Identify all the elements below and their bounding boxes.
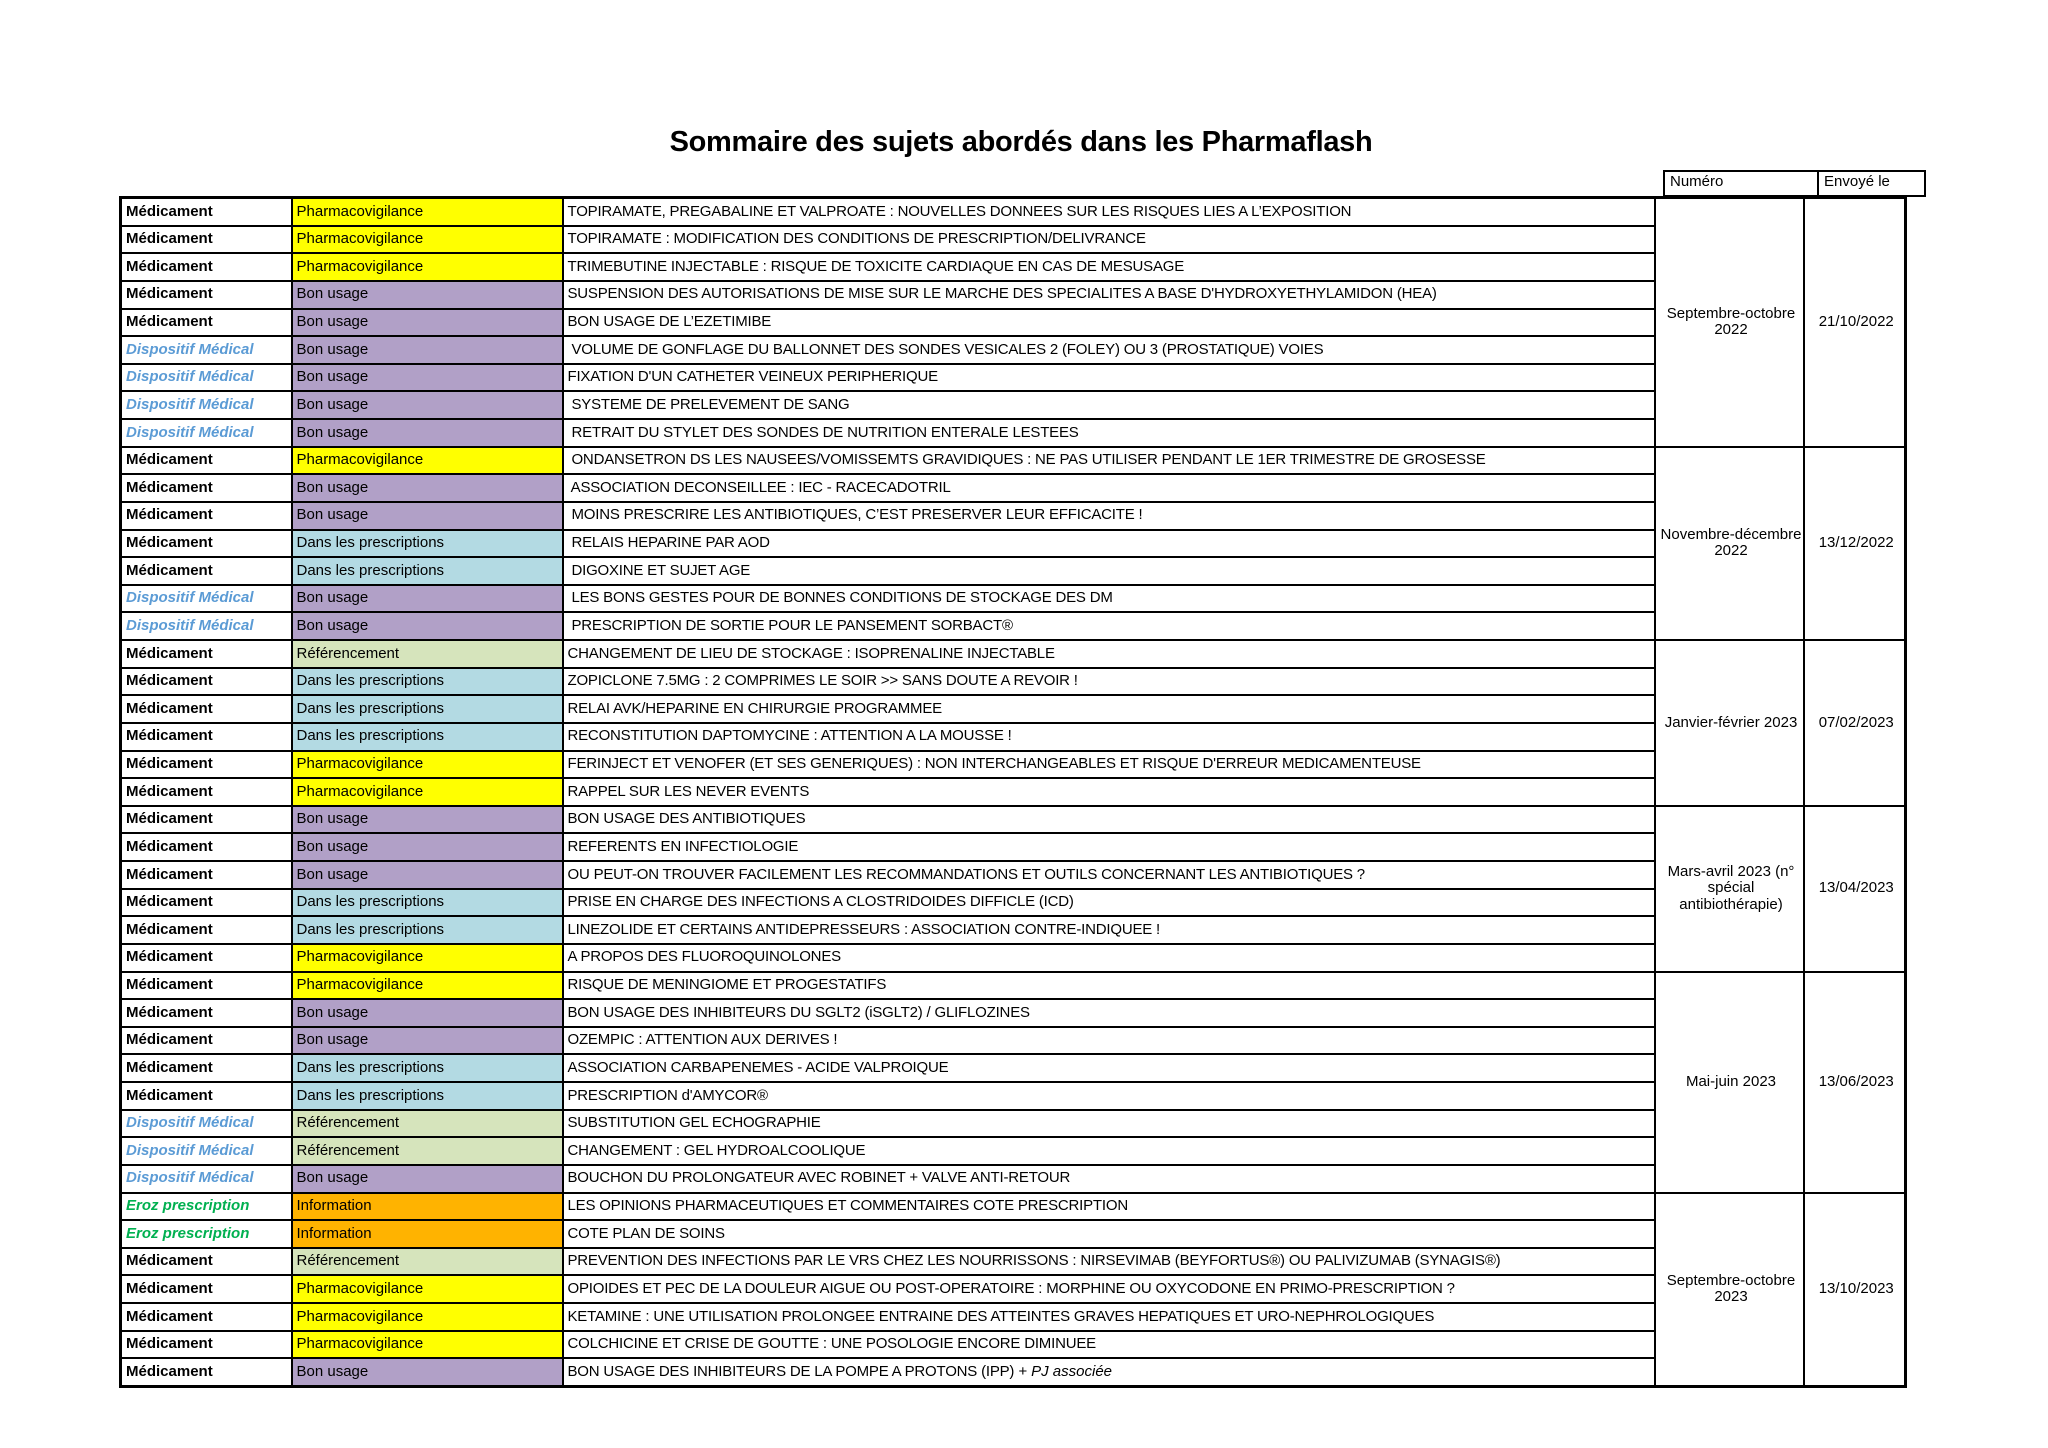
category-cell: Pharmacovigilance <box>292 198 563 226</box>
subject-cell: LES OPINIONS PHARMACEUTIQUES ET COMMENTAIRES COTE PRESCRIPTION <box>563 1193 1655 1221</box>
subject-cell: TRIMEBUTINE INJECTABLE : RISQUE DE TOXICITE CARDIAQUE EN CAS DE MESUSAGE <box>563 253 1655 281</box>
category-cell: Bon usage <box>292 1165 563 1193</box>
type-cell: Médicament <box>121 253 292 281</box>
category-cell: Pharmacovigilance <box>292 1303 563 1331</box>
type-cell: Médicament <box>121 1054 292 1082</box>
table-row <box>121 778 1906 806</box>
subject-cell: DIGOXINE ET SUJET AGE <box>563 557 1655 585</box>
table-row <box>121 1137 1906 1165</box>
category-cell: Dans les prescriptions <box>292 557 563 585</box>
type-cell: Eroz prescription <box>121 1193 292 1221</box>
category-cell: Bon usage <box>292 585 563 613</box>
numero-cell: Janvier-février 2023 <box>1655 640 1804 806</box>
category-cell: Bon usage <box>292 309 563 337</box>
subject-cell: VOLUME DE GONFLAGE DU BALLONNET DES SONDES VESICALES 2 (FOLEY) OU 3 (PROSTATIQUE) VOIES <box>563 336 1655 364</box>
type-cell: Dispositif Médical <box>121 419 292 447</box>
type-cell: Médicament <box>121 1303 292 1331</box>
category-cell: Bon usage <box>292 1027 563 1055</box>
category-cell: Bon usage <box>292 364 563 392</box>
category-cell: Pharmacovigilance <box>292 778 563 806</box>
type-cell: Médicament <box>121 474 292 502</box>
type-cell: Médicament <box>121 889 292 917</box>
category-cell: Bon usage <box>292 612 563 640</box>
category-cell: Bon usage <box>292 281 563 309</box>
category-cell: Dans les prescriptions <box>292 530 563 558</box>
subject-cell: LINEZOLIDE ET CERTAINS ANTIDEPRESSEURS : ASSOCIATION CONTRE-INDIQUEE ! <box>563 916 1655 944</box>
type-cell: Médicament <box>121 309 292 337</box>
type-cell: Médicament <box>121 1082 292 1110</box>
category-cell: Pharmacovigilance <box>292 751 563 779</box>
page-title: Sommaire des sujets abordés dans les Pharmaflash <box>669 126 1373 158</box>
subject-cell: REFERENTS EN INFECTIOLOGIE <box>563 833 1655 861</box>
type-cell: Médicament <box>121 916 292 944</box>
type-cell: Médicament <box>121 778 292 806</box>
table-row <box>121 833 1906 861</box>
type-cell: Médicament <box>121 723 292 751</box>
table-row <box>121 364 1906 392</box>
table-row <box>121 336 1906 364</box>
type-cell: Médicament <box>121 557 292 585</box>
type-cell: Médicament <box>121 640 292 668</box>
type-cell: Médicament <box>121 530 292 558</box>
category-cell: Information <box>292 1220 563 1248</box>
subject-cell: BON USAGE DES INHIBITEURS DE LA POMPE A PROTONS (IPP) + PJ associée <box>563 1358 1655 1386</box>
table-row <box>121 861 1906 889</box>
table-row <box>121 447 1906 475</box>
subject-cell: CHANGEMENT : GEL HYDROALCOOLIQUE <box>563 1137 1655 1165</box>
envoye-le-cell: 13/12/2022 <box>1804 447 1906 640</box>
subject-italic-suffix: + PJ associée <box>1018 1362 1113 1380</box>
table-row <box>121 585 1906 613</box>
subject-cell: ASSOCIATION DECONSEILLEE : IEC - RACECADOTRIL <box>563 474 1655 502</box>
envoye-le-cell: 07/02/2023 <box>1804 640 1906 806</box>
table-row <box>121 253 1906 281</box>
type-cell: Dispositif Médical <box>121 1137 292 1165</box>
type-cell: Médicament <box>121 1331 292 1359</box>
category-cell: Dans les prescriptions <box>292 1082 563 1110</box>
type-cell: Médicament <box>121 944 292 972</box>
column-header-envoye-le: Envoyé le <box>1817 170 1926 197</box>
type-cell: Dispositif Médical <box>121 391 292 419</box>
type-cell: Médicament <box>121 502 292 530</box>
category-cell: Bon usage <box>292 806 563 834</box>
table-row <box>121 695 1906 723</box>
category-cell: Bon usage <box>292 1358 563 1386</box>
subject-cell: BON USAGE DES ANTIBIOTIQUES <box>563 806 1655 834</box>
table-row <box>121 806 1906 834</box>
type-cell: Eroz prescription <box>121 1220 292 1248</box>
table-row <box>121 1027 1906 1055</box>
table-row <box>121 640 1906 668</box>
category-cell: Bon usage <box>292 833 563 861</box>
subject-cell: PREVENTION DES INFECTIONS PAR LE VRS CHEZ LES NOURRISSONS : NIRSEVIMAB (BEYFORTUS®) OU PALIVIZUMAB (SYNAGIS®) <box>563 1248 1655 1276</box>
subject-cell: SYSTEME DE PRELEVEMENT DE SANG <box>563 391 1655 419</box>
subject-cell: ASSOCIATION CARBAPENEMES - ACIDE VALPROIQUE <box>563 1054 1655 1082</box>
category-cell: Pharmacovigilance <box>292 1275 563 1303</box>
type-cell: Médicament <box>121 806 292 834</box>
subject-cell: RELAIS HEPARINE PAR AOD <box>563 530 1655 558</box>
type-cell: Médicament <box>121 751 292 779</box>
category-cell: Information <box>292 1193 563 1221</box>
category-cell: Dans les prescriptions <box>292 889 563 917</box>
envoye-le-cell: 13/04/2023 <box>1804 806 1906 972</box>
subject-cell: BOUCHON DU PROLONGATEUR AVEC ROBINET + VALVE ANTI-RETOUR <box>563 1165 1655 1193</box>
subject-cell: ONDANSETRON DS LES NAUSEES/VOMISSEMTS GRAVIDIQUES : NE PAS UTILISER PENDANT LE 1ER TRIMESTRE DE GROSESSE <box>563 447 1655 475</box>
category-cell: Bon usage <box>292 419 563 447</box>
type-cell: Médicament <box>121 668 292 696</box>
type-cell: Dispositif Médical <box>121 336 292 364</box>
table-row <box>121 1358 1906 1386</box>
type-cell: Médicament <box>121 198 292 226</box>
type-cell: Médicament <box>121 833 292 861</box>
subject-cell: MOINS PRESCRIRE LES ANTIBIOTIQUES, C’EST PRESERVER LEUR EFFICACITE ! <box>563 502 1655 530</box>
subject-cell: BON USAGE DE L’EZETIMIBE <box>563 309 1655 337</box>
subject-cell: PRISE EN CHARGE DES INFECTIONS A CLOSTRIDOIDES DIFFICLE (ICD) <box>563 889 1655 917</box>
type-cell: Médicament <box>121 226 292 254</box>
category-cell: Pharmacovigilance <box>292 226 563 254</box>
category-cell: Bon usage <box>292 336 563 364</box>
category-cell: Dans les prescriptions <box>292 668 563 696</box>
category-cell: Dans les prescriptions <box>292 1054 563 1082</box>
table-row <box>121 723 1906 751</box>
category-cell: Pharmacovigilance <box>292 253 563 281</box>
category-cell: Pharmacovigilance <box>292 972 563 1000</box>
category-cell: Référencement <box>292 1110 563 1138</box>
table-row <box>121 1193 1906 1221</box>
category-cell: Pharmacovigilance <box>292 944 563 972</box>
table-row <box>121 198 1906 226</box>
type-cell: Dispositif Médical <box>121 364 292 392</box>
subject-cell: BON USAGE DES INHIBITEURS DU SGLT2 (iSGLT2) / GLIFLOZINES <box>563 999 1655 1027</box>
table-row <box>121 1303 1906 1331</box>
category-cell: Dans les prescriptions <box>292 723 563 751</box>
subject-cell: OU PEUT-ON TROUVER FACILEMENT LES RECOMMANDATIONS ET OUTILS CONCERNANT LES ANTIBIOTIQUES ? <box>563 861 1655 889</box>
category-cell: Bon usage <box>292 861 563 889</box>
column-header-numero: Numéro <box>1663 170 1819 197</box>
subject-cell: OPIOIDES ET PEC DE LA DOULEUR AIGUE OU POST-OPERATOIRE : MORPHINE OU OXYCODONE EN PRIMO-PRESCRIPTION ? <box>563 1275 1655 1303</box>
subject-cell: PRESCRIPTION d'AMYCOR® <box>563 1082 1655 1110</box>
subject-cell: FIXATION D'UN CATHETER VEINEUX PERIPHERIQUE <box>563 364 1655 392</box>
type-cell: Dispositif Médical <box>121 612 292 640</box>
numero-cell: Mai-juin 2023 <box>1655 972 1804 1193</box>
subject-cell: COLCHICINE ET CRISE DE GOUTTE : UNE POSOLOGIE ENCORE DIMINUEE <box>563 1331 1655 1359</box>
table-row <box>121 309 1906 337</box>
subject-cell: RAPPEL SUR LES NEVER EVENTS <box>563 778 1655 806</box>
subject-cell: FERINJECT ET VENOFER (ET SES GENERIQUES) : NON INTERCHANGEABLES ET RISQUE D'ERREUR MEDICAMENTEUSE <box>563 751 1655 779</box>
table-row <box>121 1220 1906 1248</box>
type-cell: Dispositif Médical <box>121 1110 292 1138</box>
table-row <box>121 1331 1906 1359</box>
subject-cell: A PROPOS DES FLUOROQUINOLONES <box>563 944 1655 972</box>
numero-cell: Septembre-octobre 2022 <box>1655 198 1804 447</box>
numero-cell: Septembre-octobre 2023 <box>1655 1193 1804 1387</box>
table-row <box>121 530 1906 558</box>
table-row <box>121 668 1906 696</box>
table-row <box>121 502 1906 530</box>
table-row <box>121 1054 1906 1082</box>
category-cell: Référencement <box>292 1248 563 1276</box>
table-row <box>121 1165 1906 1193</box>
category-cell: Bon usage <box>292 474 563 502</box>
subject-cell: CHANGEMENT DE LIEU DE STOCKAGE : ISOPRENALINE INJECTABLE <box>563 640 1655 668</box>
subject-cell: RECONSTITUTION DAPTOMYCINE : ATTENTION A LA MOUSSE ! <box>563 723 1655 751</box>
table-row <box>121 226 1906 254</box>
type-cell: Dispositif Médical <box>121 585 292 613</box>
category-cell: Dans les prescriptions <box>292 916 563 944</box>
envoye-le-cell: 13/06/2023 <box>1804 972 1906 1193</box>
envoye-le-cell: 13/10/2023 <box>1804 1193 1906 1387</box>
subject-cell: ZOPICLONE 7.5MG : 2 COMPRIMES LE SOIR >> SANS DOUTE A REVOIR ! <box>563 668 1655 696</box>
table-row <box>121 281 1906 309</box>
subject-cell: SUBSTITUTION GEL ECHOGRAPHIE <box>563 1110 1655 1138</box>
subject-cell: COTE PLAN DE SOINS <box>563 1220 1655 1248</box>
type-cell: Médicament <box>121 1027 292 1055</box>
table-row <box>121 972 1906 1000</box>
subject-cell: SUSPENSION DES AUTORISATIONS DE MISE SUR LE MARCHE DES SPECIALITES A BASE D'HYDROXYETHYLAMIDON (HEA) <box>563 281 1655 309</box>
subject-cell: LES BONS GESTES POUR DE BONNES CONDITIONS DE STOCKAGE DES DM <box>563 585 1655 613</box>
subject-cell: OZEMPIC : ATTENTION AUX DERIVES ! <box>563 1027 1655 1055</box>
table-row <box>121 557 1906 585</box>
table-row <box>121 1110 1906 1138</box>
category-cell: Bon usage <box>292 999 563 1027</box>
category-cell: Dans les prescriptions <box>292 695 563 723</box>
type-cell: Dispositif Médical <box>121 1165 292 1193</box>
envoye-le-cell: 21/10/2022 <box>1804 198 1906 447</box>
table-row <box>121 999 1906 1027</box>
subject-cell: TOPIRAMATE, PREGABALINE ET VALPROATE : NOUVELLES DONNEES SUR LES RISQUES LIES A L’EXPOSITION <box>563 198 1655 226</box>
summary-table-body <box>121 198 1906 1387</box>
type-cell: Médicament <box>121 281 292 309</box>
subject-cell: RELAI AVK/HEPARINE EN CHIRURGIE PROGRAMMEE <box>563 695 1655 723</box>
summary-table <box>119 196 1907 1388</box>
category-cell: Référencement <box>292 1137 563 1165</box>
category-cell: Référencement <box>292 640 563 668</box>
type-cell: Médicament <box>121 972 292 1000</box>
subject-cell: PRESCRIPTION DE SORTIE POUR LE PANSEMENT SORBACT® <box>563 612 1655 640</box>
category-cell: Pharmacovigilance <box>292 447 563 475</box>
numero-cell: Mars-avril 2023 (n° spécial antibiothérapie) <box>1655 806 1804 972</box>
type-cell: Médicament <box>121 1248 292 1276</box>
category-cell: Bon usage <box>292 502 563 530</box>
table-row <box>121 751 1906 779</box>
subject-cell: TOPIRAMATE : MODIFICATION DES CONDITIONS DE PRESCRIPTION/DELIVRANCE <box>563 226 1655 254</box>
category-cell: Pharmacovigilance <box>292 1331 563 1359</box>
table-row <box>121 1248 1906 1276</box>
table-row <box>121 916 1906 944</box>
subject-cell: KETAMINE : UNE UTILISATION PROLONGEE ENTRAINE DES ATTEINTES GRAVES HEPATIQUES ET URO-NEPHROLOGIQUES <box>563 1303 1655 1331</box>
type-cell: Médicament <box>121 1275 292 1303</box>
table-row <box>121 889 1906 917</box>
table-row <box>121 612 1906 640</box>
subject-cell: RETRAIT DU STYLET DES SONDES DE NUTRITION ENTERALE LESTEES <box>563 419 1655 447</box>
subject-cell: RISQUE DE MENINGIOME ET PROGESTATIFS <box>563 972 1655 1000</box>
table-row <box>121 474 1906 502</box>
table-row <box>121 1275 1906 1303</box>
table-row <box>121 391 1906 419</box>
type-cell: Médicament <box>121 999 292 1027</box>
table-row <box>121 944 1906 972</box>
type-cell: Médicament <box>121 861 292 889</box>
table-row <box>121 419 1906 447</box>
category-cell: Bon usage <box>292 391 563 419</box>
type-cell: Médicament <box>121 695 292 723</box>
table-row <box>121 1082 1906 1110</box>
type-cell: Médicament <box>121 1358 292 1386</box>
type-cell: Médicament <box>121 447 292 475</box>
numero-cell: Novembre-décembre 2022 <box>1655 447 1804 640</box>
